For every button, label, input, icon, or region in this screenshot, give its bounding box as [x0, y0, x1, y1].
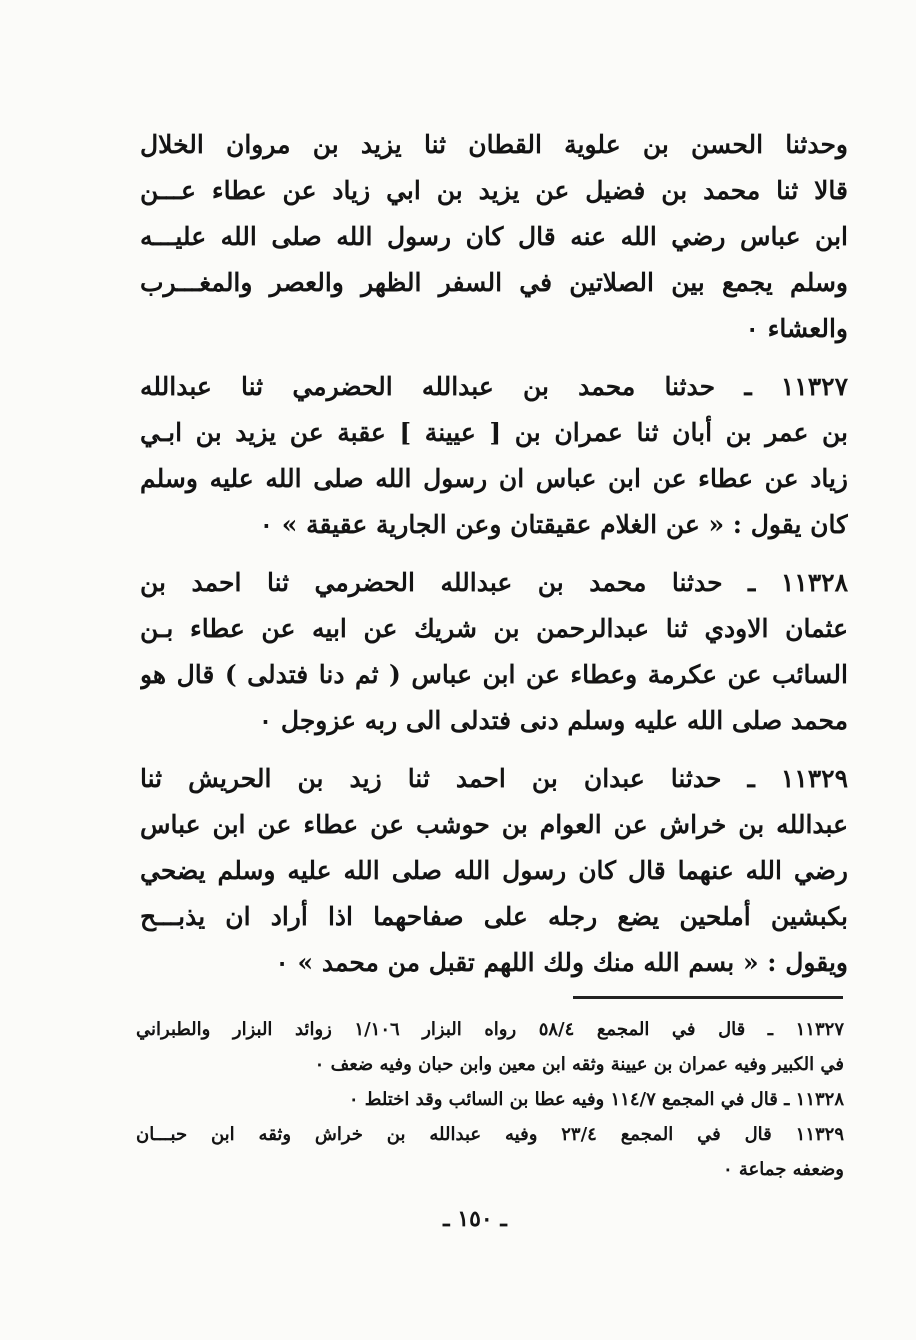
paragraph-gap: [140, 548, 848, 560]
text-line: ابن عباس رضي الله عنه قال كان رسول الله صلى الله عليـــه: [140, 222, 848, 251]
text-line: قالا ثنا محمد بن فضيل عن يزيد بن ابي زياد عن عطاء عـــن: [140, 176, 848, 205]
text-line: بن عمر بن أبان ثنا عمران بن [ عيينة ] عقبة عن يزيد بن ابـي: [140, 418, 848, 447]
text-line: وحدثنا الحسن بن علوية القطان ثنا يزيد بن مروان الخلال: [140, 130, 848, 159]
text-line: ١١٣٢٨ ـ حدثنا محمد بن عبدالله الحضرمي ثنا احمد بن: [140, 568, 848, 597]
footnote-line: ١١٣٢٩ قال في المجمع ٢٣/٤ وفيه عبدالله بن خراش وثقه ابن حبـــان: [136, 1124, 844, 1145]
text-line: بكبشين أملحين يضع رجله على صفاحهما اذا أراد ان يذبـــح: [140, 902, 848, 931]
text-line: زياد عن عطاء عن ابن عباس ان رسول الله صلى الله عليه وسلم: [140, 464, 848, 493]
paragraph-gap: [140, 744, 848, 756]
hadith-paragraph-11329: [140, 756, 848, 986]
footnote-line: في الكبير وفيه عمران بن عيينة وثقه ابن معين وابن حبان وفيه ضعف ٠: [314, 1054, 844, 1075]
text-line: عثمان الاودي ثنا عبدالرحمن بن شريك عن ابيه عن عطاء بـن: [140, 614, 848, 643]
text-line: ١١٣٢٩ ـ حدثنا عبدان بن احمد ثنا زيد بن الحريش ثنا: [140, 764, 848, 793]
footnote-line: وضعفه جماعة ٠: [722, 1159, 844, 1180]
main-text: [140, 122, 848, 986]
text-line: رضي الله عنهما قال كان رسول الله صلى الله عليه وسلم يضحي: [140, 856, 848, 885]
text-line: والعشاء ٠: [745, 314, 848, 343]
footnote-line: ١١٣٢٧ ـ قال في المجمع ٥٨/٤ رواه البزار ١/١٠٦ زوائد البزار والطبراني: [136, 1019, 844, 1040]
text-line: وسلم يجمع بين الصلاتين في السفر الظهر والعصر والمغـــرب: [140, 268, 848, 297]
footnote-divider: [573, 996, 843, 999]
footnotes: [136, 1012, 844, 1187]
page-number: ـ ١٥٠ ـ: [443, 1206, 507, 1232]
text-line: السائب عن عكرمة وعطاء عن ابن عباس ( ثم دنا فتدلى ) قال هو: [140, 660, 848, 689]
text-line: ويقول : « بسم الله منك ولك اللهم تقبل من محمد » ٠: [275, 948, 848, 977]
hadith-paragraph-continued: [140, 122, 848, 352]
footnote-line: ١١٣٢٨ ـ قال في المجمع ١١٤/٧ وفيه عطا بن السائب وقد اختلط ٠: [348, 1089, 844, 1110]
text-line: عبدالله بن خراش عن العوام بن حوشب عن عطاء عن ابن عباس: [140, 810, 848, 839]
text-line: كان يقول : « عن الغلام عقيقتان وعن الجارية عقيقة » ٠: [259, 510, 848, 539]
text-line: محمد صلى الله عليه وسلم دنى فتدلى الى ربه عزوجل ٠: [258, 706, 848, 735]
hadith-paragraph-11327: [140, 364, 848, 548]
text-line: ١١٣٢٧ ـ حدثنا محمد بن عبدالله الحضرمي ثنا عبدالله: [140, 372, 848, 401]
paragraph-gap: [140, 352, 848, 364]
hadith-paragraph-11328: [140, 560, 848, 744]
